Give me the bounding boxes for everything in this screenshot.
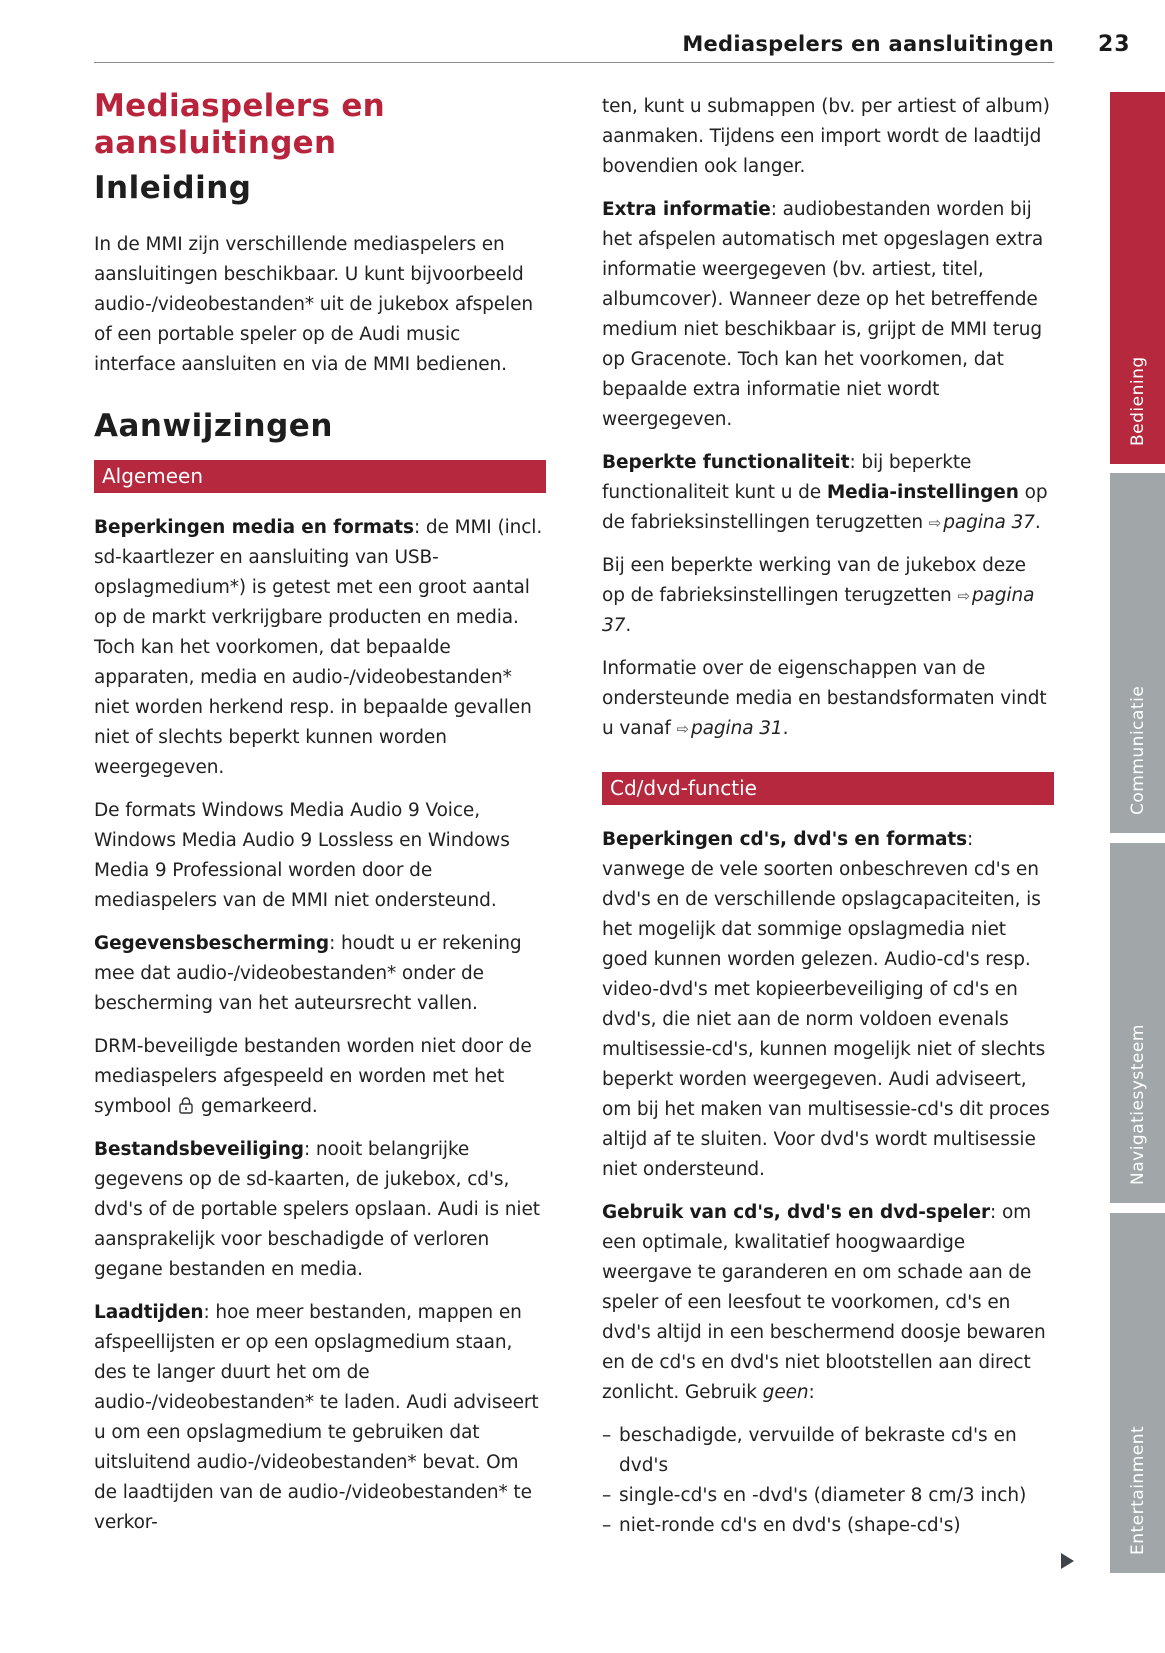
paragraph-cd-limits — [602, 825, 1054, 1185]
arrow-right-icon: ⇨ — [957, 587, 970, 605]
paragraph-wma-formats: De formats Windows Media Audio 9 Voice, Windows Media Audio 9 Lossless en Windows Media 9 Professional worden door de mediaspelers van de MMI niet ondersteund. — [94, 800, 510, 911]
paragraph-text: : nooit belangrijke gegevens op de sd-kaarten, de jukebox, cd's, dvd's of de portable spelers opslaan. Audi is niet aansprakelijk voor beschadigde of verloren gegane bestanden en media. — [94, 1139, 540, 1280]
paragraph-cd-usage — [602, 1198, 1054, 1408]
page-link-37[interactable]: pagina 37 — [943, 512, 1035, 533]
paragraph-text: : — [808, 1382, 815, 1403]
tab-navigatiesysteem[interactable] — [1110, 843, 1165, 1203]
term-cd-usage: Gebruik van cd's, dvd's en dvd-speler — [602, 1202, 991, 1223]
page-link-37[interactable]: pagina 37 — [602, 585, 1035, 636]
tab-label: Communicatie — [1127, 685, 1148, 815]
paragraph-text: DRM-beveiligde bestanden worden niet door de mediaspelers afgespeeld en worden met het symbool — [94, 1036, 532, 1117]
paragraph-text: op de fabrieksinstellingen terugzetten — [602, 482, 1048, 533]
chapter-title — [94, 88, 546, 162]
running-title: Mediaspelers en aansluitingen — [682, 32, 1054, 56]
term-load-times: Laadtijden — [94, 1302, 204, 1323]
arrow-right-icon: ⇨ — [676, 720, 690, 738]
paragraph-text: gemarkeerd. — [201, 1096, 318, 1117]
paragraph-load-times — [94, 1298, 546, 1538]
emphasis-geen: geen — [762, 1382, 809, 1403]
term-file-security: Bestandsbeveiliging — [94, 1139, 304, 1160]
list-item: – beschadigde, vervuilde of bekraste cd's en dvd's — [602, 1421, 1054, 1481]
band-cd-dvd: Cd/dvd-functie — [602, 772, 1054, 805]
list-item: – single-cd's en -dvd's (diameter 8 cm/3 inch) — [602, 1481, 1054, 1511]
chapter-title-line2: aansluitingen — [94, 125, 337, 161]
term-limited-function: Beperkte functionaliteit — [602, 452, 850, 473]
lock-icon — [179, 1097, 193, 1114]
page-number: 23 — [1098, 32, 1131, 57]
paragraph-text: : audiobestanden worden bij het afspelen automatisch met opgeslagen extra informatie weergegeven (bv. artiest, titel, albumcover). Wanneer deze op het betreffende medium niet beschikbaar is, grijpt de MMI terug op Gracenote. Toch kan het voorkomen, dat bepaalde extra informatie niet wordt weergegeven. — [602, 199, 1044, 430]
paragraph-media-formats — [94, 513, 546, 783]
page-link-31[interactable]: pagina 31 — [691, 718, 783, 739]
left-column — [94, 88, 546, 1551]
notes-heading: Aanwijzingen — [94, 408, 333, 444]
term-data-protection: Gegevensbescherming — [94, 933, 330, 954]
paragraph-text: : vanwege de vele soorten onbeschreven cd's en dvd's en de verschillende opslagcapaciteiten, is het mogelijk dat sommige opslagmedia niet goed kunnen worden gelezen. Audio-cd's resp. video-dvd's met kopieerbeveiliging of cd's en dvd's, die niet aan de norm voldoen evenals multisessie-cd's, kunnen mogelijk niet of slechts beperkt worden weergegeven. Audi adviseert, om bij het maken van multisessie-cd's dit proces altijd af te sluiten. Voor dvd's wordt multisessie niet ondersteund. — [602, 829, 1050, 1180]
paragraph-drm — [94, 1032, 546, 1122]
paragraph-text: : de MMI (incl. sd-kaartlezer en aansluiting van USB-opslagmedium*) is getest met een groot aantal op de markt verkrijgbare producten en media. Toch kan het voorkomen, dat bepaalde apparaten, media en audio-/videobestanden* niet worden herkend resp. in bepaalde gevallen niet of slechts beperkt kunnen worden weergegeven. — [94, 517, 543, 778]
term-media-settings: Media-instellingen — [826, 482, 1019, 503]
term-media-formats: Beperkingen media en formats — [94, 517, 414, 538]
next-page-arrow-icon — [1061, 1553, 1074, 1569]
term-extra-info: Extra informatie — [602, 199, 771, 220]
running-header — [94, 30, 1054, 63]
tab-label: Bediening — [1127, 356, 1148, 446]
intro-paragraph: In de MMI zijn verschillende mediaspelers en aansluitingen beschikbaar. U kunt bijvoorbeeld audio-/videobestanden* uit de jukebox afspelen of een portable speler op de Audi music interface aansluiten en via de MMI bedienen. — [94, 234, 533, 375]
arrow-right-icon: ⇨ — [928, 514, 942, 532]
paragraph-media-info: Informatie over de eigenschappen van de ondersteunde media en bestandsformaten vindt u vanaf ⇨ pagina 31. — [602, 658, 1047, 739]
paragraph-text: : om een optimale, kwalitatief hoogwaardige weergave te garanderen en om schade aan de speler of een leesfout te voorkomen, cd's en dvd's altijd in een beschermend doosje bewaren en de cd's en dvd's niet blootstellen aan direct zonlicht. Gebruik — [602, 1202, 1046, 1403]
paragraph-file-security — [94, 1135, 546, 1285]
paragraph-text: Bij een beperkte werking van de jukebox deze op de fabrieksinstellingen terugzetten — [602, 555, 1026, 606]
tab-entertainment[interactable] — [1110, 1213, 1165, 1573]
tab-bediening[interactable] — [1110, 92, 1165, 464]
band-general: Algemeen — [94, 460, 546, 493]
intro-heading: Inleiding — [94, 170, 252, 206]
tab-label: Navigatiesysteem — [1127, 1024, 1148, 1185]
do-not-use-list — [602, 1421, 1054, 1541]
paragraph-text: Informatie over de eigenschappen van de ondersteunde media en bestandsformaten vindt u vanaf — [602, 658, 1047, 739]
paragraph-load-times-cont: ten, kunt u submappen (bv. per artiest of album) aanmaken. Tijdens een import wordt de laadtijd bovendien ook langer. — [602, 96, 1050, 177]
paragraph-jukebox-reset: Bij een beperkte werking van de jukebox deze op de fabrieksinstellingen terugzetten ⇨ pagina 37. — [602, 555, 1035, 636]
list-item: – niet-ronde cd's en dvd's (shape-cd's) — [602, 1511, 1054, 1541]
paragraph-extra-info — [602, 195, 1054, 435]
paragraph-data-protection — [94, 929, 546, 1019]
tab-communicatie[interactable] — [1110, 473, 1165, 833]
right-column — [602, 92, 1054, 1541]
paragraph-text: : houdt u er rekening mee dat audio-/videobestanden* onder de bescherming van het auteursrecht vallen. — [94, 933, 522, 1014]
paragraph-text: : hoe meer bestanden, mappen en afspeellijsten er op een opslagmedium staan, des te langer duurt het om de audio-/videobestanden* te laden. Audi adviseert u om een opslagmedium te gebruiken dat uitsluitend audio-/videobestanden* bevat. Om de laadtijden van de audio-/videobestanden* te verkor- — [94, 1302, 539, 1533]
paragraph-text: : bij beperkte functionaliteit kunt u de — [602, 452, 972, 503]
chapter-title-line1: Mediaspelers en — [94, 88, 386, 124]
tab-label: Entertainment — [1127, 1425, 1148, 1555]
paragraph-limited-function: Beperkte functionaliteit: bij beperkte functionaliteit kunt u de Media-instellingen op de fabrieksinstellingen terugzetten ⇨ pagina 37. — [602, 452, 1048, 533]
term-cd-limits: Beperkingen cd's, dvd's en formats — [602, 829, 968, 850]
